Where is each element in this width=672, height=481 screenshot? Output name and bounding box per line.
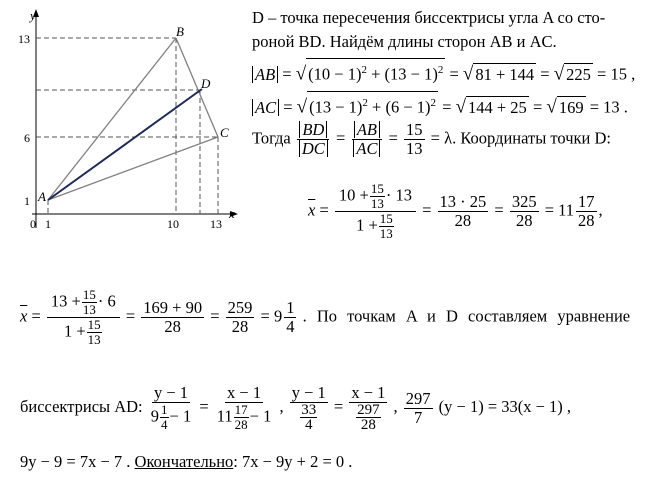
tick-x-13: 13 (210, 217, 222, 231)
origin-label: 0 (30, 217, 36, 231)
tick-y-1: 1 (24, 194, 30, 208)
paragraph-line-2: роной BD. Найдём длины сторон AB и AC. (252, 32, 557, 51)
point-c-label: C (220, 125, 229, 140)
ratio-equation: Тогда $\frac{BD}{DC}$ = $\frac{AB}{AC}$ = $\frac{15}{13}$ = λ. Координаты точки D: (252, 120, 612, 158)
x-axis-label: x (229, 206, 235, 221)
paragraph-line-1: D – точка пересечения биссектрисы угла A со сто- (252, 8, 606, 27)
bisector-ad (48, 89, 202, 200)
guide-lines (36, 38, 218, 214)
ac-label: AC (255, 97, 277, 117)
tick-y-6: 6 (24, 131, 30, 145)
y-axis-label: y (30, 8, 36, 23)
ab-label: AB (255, 64, 276, 84)
ac-length-equation: AC = √ $(13 - 1)^2 + (6 - 1)^2$ = √ 144 + 25 = √ 169 = 13 . (252, 91, 628, 119)
point-b-label: B (176, 24, 184, 39)
point-d-label: D (201, 76, 211, 91)
tick-x-10: 10 (167, 217, 179, 231)
ab-length-equation: AB = √ $(10 - 1)^2 + (13 - 1)^2$ = √ 81 + 144 = √ 225 = 15 , (252, 58, 635, 86)
y-coordinate-equation: $\overline{x}$ = 13 + $\frac{15}{13}$ · 6 1 + $\frac{15}{13}$ = $\frac{169 + 90}{28}$ = $\frac{259}{28}$ = 9 $\frac{1}{4}$ . По точкам A и D составляем уравнение (20, 287, 631, 347)
triangle-abc (48, 38, 218, 200)
coordinate-graph (0, 0, 245, 240)
final-equation: 9y − 9 = 7x − 7 . Окончательно: 7x − 9y + 2 = 0 . (20, 452, 353, 471)
final-word: Окончательно (134, 452, 234, 471)
tick-x-1: 1 (45, 217, 51, 231)
point-a-label: A (38, 189, 46, 204)
x-coordinate-equation: $\overline{x}$ = 10 + $\frac{15}{13}$ · 13 1 + $\frac{15}{13}$ = $\frac{13 \cdot 25}{28}$ = $\frac{325}{28}$ = 11 $\frac{17}{28}$ , (308, 181, 603, 241)
tick-y-13: 13 (18, 32, 30, 46)
bisector-equation: биссектрисы AD: y − 1 9 $\frac{1}{4}$ − 1 = x − 1 11 $\frac{17}{28}$ − 1 , $\frac{y - 1}{\frac{33}{4}}$ = $\frac{x - 1}{\frac{297}{28}}$ , $\frac{297}{7}$ (y − 1) = 33(x − 1) , (20, 383, 572, 433)
